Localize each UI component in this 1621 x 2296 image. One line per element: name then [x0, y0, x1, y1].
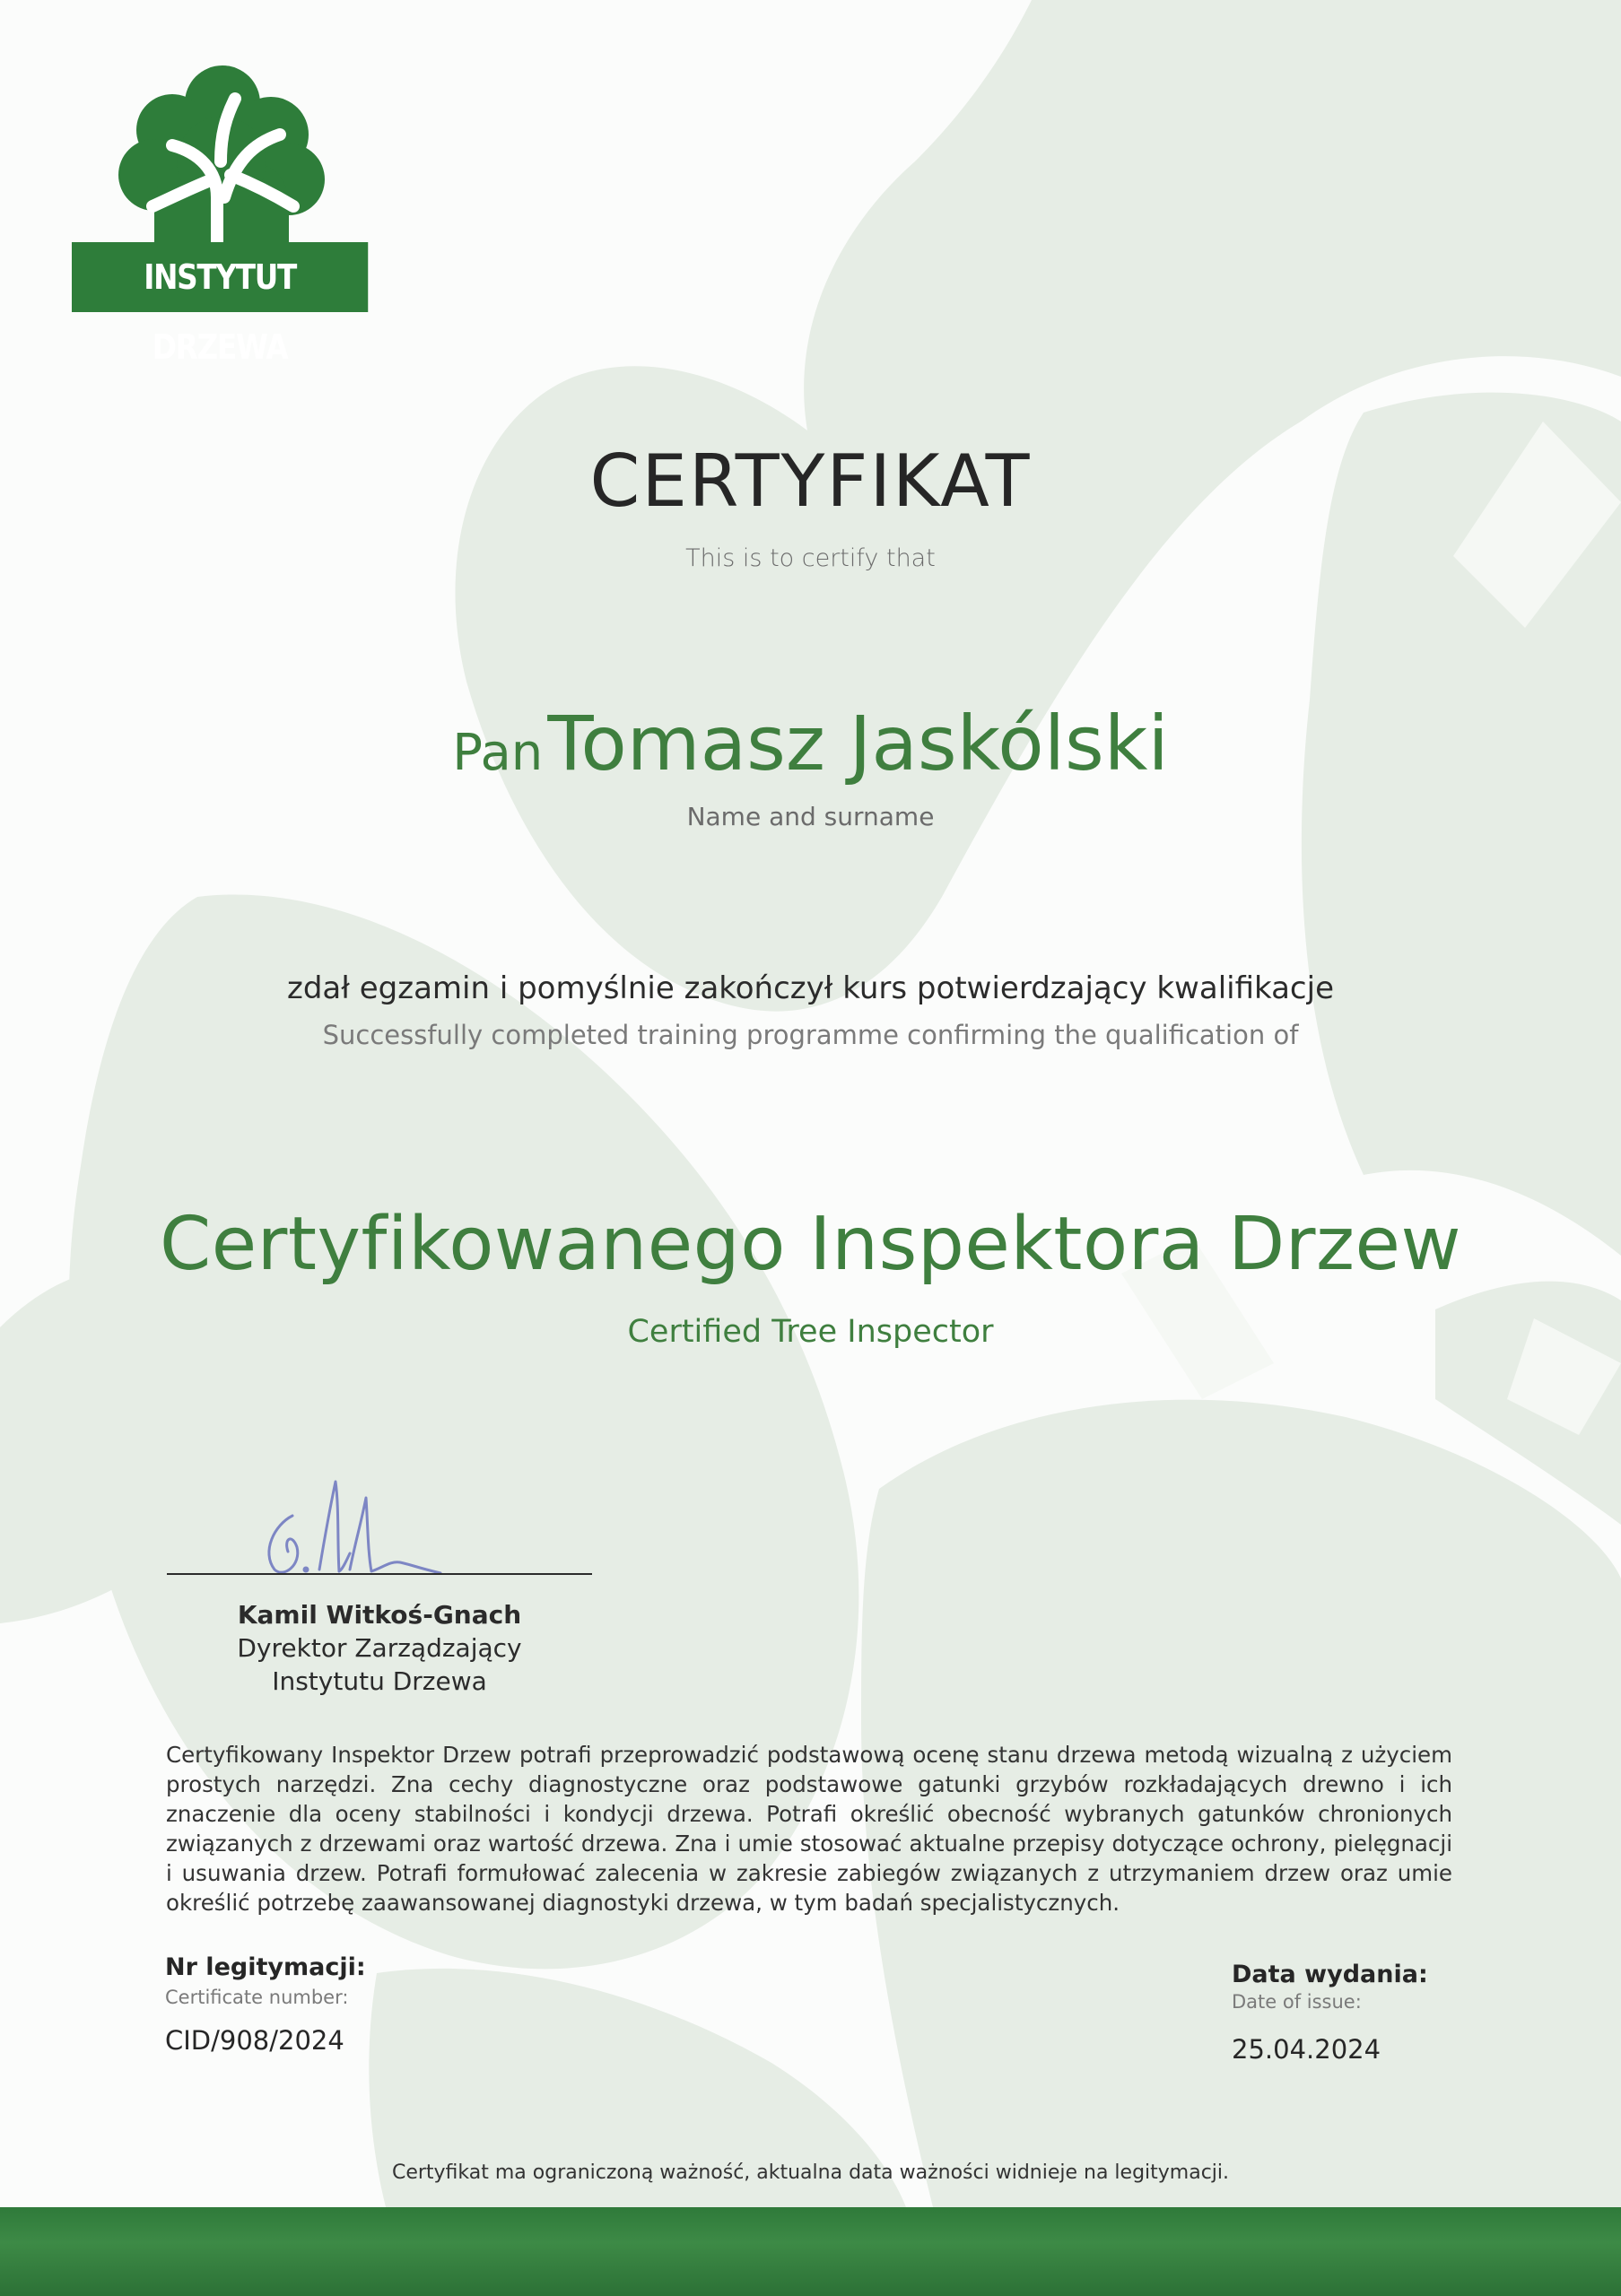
signature-block [167, 1471, 592, 1704]
name-label: Name and surname [686, 802, 935, 831]
signatory-name: Kamil Witkoś-Gnach [237, 1600, 522, 1630]
qualification-title-en: Certified Tree Inspector [627, 1314, 994, 1350]
signatory-role: Dyrektor Zarządzający [237, 1633, 522, 1663]
issue-date-value: 25.04.2024 [1232, 2034, 1381, 2065]
signatory-details [167, 1599, 592, 1698]
recipient-prefix: Pan [452, 724, 544, 782]
issue-date-label: Data wydania: [1232, 1961, 1428, 1988]
completion-text-en: Successfully completed training programme confirming the qualification of [322, 1020, 1299, 1050]
certify-that-text: This is to certify that [685, 544, 936, 572]
footer-band [0, 2207, 1621, 2296]
qualification-title-pl: Certyfikowanego Inspektora Drzew [159, 1202, 1462, 1287]
recipient-name: Tomasz Jaskólski [547, 700, 1169, 787]
certificate-number-label: Nr legitymacji: [165, 1953, 366, 1981]
recipient-name-line [0, 700, 1621, 787]
issue-date-label-en: Date of issue: [1232, 1991, 1362, 2013]
qualification-description: Certyfikowany Inspektor Drzew potrafi przeprowadzić podstawową ocenę stanu drzewa metodą wizualną z użyciem prostych narzędzi. Zna cechy diagnostyczne oraz podstawowe gatunki grzybów rozkładających drewno i ich znaczenie dla oceny stabilności i kondycji drzewa. Potrafi określić obecność wybranych gatunków chronionych związanych z drzewami oraz wartość drzewa. Zna i umie stosować aktualne przepisy dotyczące ochrony, pielęgnacji i usuwania drzew. Potrafi formułować zalecenia w zakresie zabiegów związanych z utrzymaniem drzew oraz umie określić potrzebę zaawansowanej diagnostyki drzewa, w tym badań specjalistycznych. [166, 1742, 1452, 1916]
certificate-number-value: CID/908/2024 [165, 2025, 344, 2056]
validity-note: Certyfikat ma ograniczoną ważność, aktualna data ważności widnieje na legitymacji. [391, 2161, 1230, 2184]
logo-org-name: INSTYTUT DRZEWA [72, 242, 368, 312]
handwritten-signature [257, 1471, 454, 1587]
signatory-organization: Instytutu Drzewa [272, 1666, 487, 1696]
tree-logo-icon [100, 63, 343, 260]
signature-line [167, 1573, 592, 1575]
certificate-title: CERTYFIKAT [589, 439, 1032, 523]
completion-text-pl: zdał egzamin i pomyślnie zakończył kurs potwierdzający kwalifikacje [287, 970, 1334, 1006]
certificate-number-label-en: Certificate number: [165, 1987, 349, 2008]
instytut-drzewa-logo [72, 63, 370, 367]
